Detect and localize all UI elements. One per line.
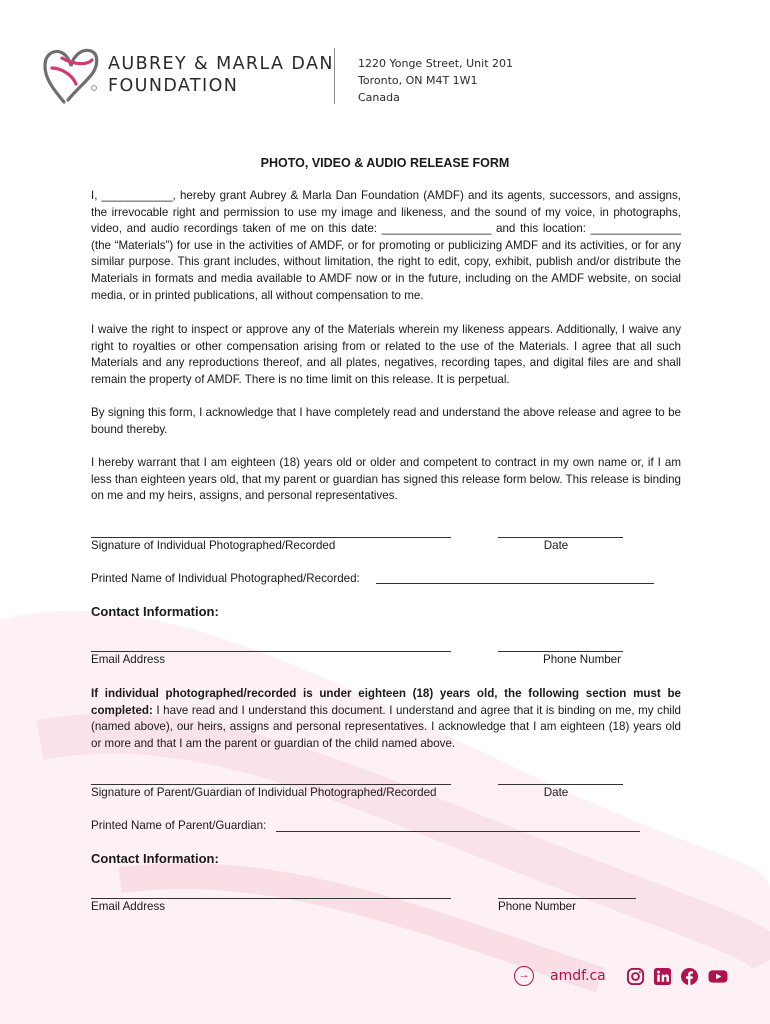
website-link[interactable]: amdf.ca bbox=[550, 968, 606, 984]
signature-parent-label: Signature of Parent/Guardian of Individual Photographed/Recorded bbox=[91, 786, 437, 799]
organization-address bbox=[358, 55, 513, 106]
instagram-icon[interactable] bbox=[626, 967, 645, 986]
warranty-paragraph: I hereby warrant that I am eighteen (18) years old or older and competent to contract in my own name or, if I am less than eighteen years old, that my parent or guardian has signed this release form below. This release is binding on me and my heirs, assigns, and personal representatives. bbox=[91, 456, 681, 503]
youtube-icon[interactable] bbox=[707, 967, 729, 986]
email-line-1[interactable] bbox=[91, 651, 451, 652]
phone-line-1[interactable] bbox=[498, 651, 623, 652]
linkedin-icon[interactable] bbox=[653, 967, 672, 986]
form-title: PHOTO, VIDEO & AUDIO RELEASE FORM bbox=[260, 156, 510, 170]
address-line2: Toronto, ON M4T 1W1 bbox=[358, 74, 478, 87]
signature-individual-label: Signature of Individual Photographed/Recorded bbox=[91, 539, 336, 552]
email-label-2: Email Address bbox=[91, 900, 166, 913]
contact-info-heading-1: Contact Information: bbox=[91, 604, 219, 619]
phone-label-1: Phone Number bbox=[543, 653, 621, 666]
printed-name-parent-line[interactable] bbox=[276, 831, 640, 832]
date-individual-line[interactable] bbox=[498, 537, 623, 538]
printed-name-individual-label: Printed Name of Individual Photographed/Recorded: bbox=[91, 572, 360, 585]
org-name-line1: AUBREY & MARLA DAN bbox=[108, 54, 334, 74]
minor-section-paragraph bbox=[91, 686, 681, 752]
signature-individual-line[interactable] bbox=[91, 537, 451, 538]
email-label-1: Email Address bbox=[91, 653, 166, 666]
arrow-circle-icon[interactable]: → bbox=[514, 966, 534, 986]
date-parent-label: Date bbox=[543, 786, 569, 799]
facebook-icon[interactable] bbox=[680, 967, 699, 986]
contact-info-heading-2: Contact Information: bbox=[91, 851, 219, 866]
address-line1: 1220 Yonge Street, Unit 201 bbox=[358, 57, 513, 70]
signature-parent-line[interactable] bbox=[91, 784, 451, 785]
header-divider bbox=[334, 48, 335, 104]
minor-section-instruction: If individual photographed/recorded is under eighteen (18) years old, the following section must be completed: bbox=[91, 687, 681, 717]
acknowledgement-paragraph: By signing this form, I acknowledge that I have completely read and understand the above release and agree to be bound thereby. bbox=[91, 406, 681, 436]
printed-name-parent-label: Printed Name of Parent/Guardian: bbox=[91, 819, 267, 832]
date-individual-label: Date bbox=[543, 539, 569, 552]
date-parent-line[interactable] bbox=[498, 784, 623, 785]
email-line-2[interactable] bbox=[91, 898, 451, 899]
grant-paragraph: I, ___________, hereby grant Aubrey & Marla Dan Foundation (AMDF) and its agents, successors, and assigns, the irrevocable right and permission to use my image and likeness, and the sound of my voice, in photographs, video, and audio recordings taken of me on this date: _________________ and this location: ______________ (the “Materials”) for use in the activities of AMDF, or for promoting or publicizing AMDF and its activities, or for any similar purpose. This grant includes, without limitation, the right to edit, copy, exhibit, publish and/or distribute the Materials in formats and media available to AMDF now or in the future, including on the AMDF website, on social media, or in printed publications, all without compensation to me. bbox=[91, 189, 681, 302]
minor-section-text: I have read and I understand this document. I understand and agree that it is binding on me, my child (named above), our heirs, assigns and personal representatives. I acknowledge that I am eighteen (18) years old or more and that I am the parent or guardian of the child named above. bbox=[91, 703, 681, 750]
printed-name-individual-line[interactable] bbox=[376, 583, 654, 584]
waiver-paragraph: I waive the right to inspect or approve any of the Materials wherein my likeness appears. Additionally, I waive any right to royalties or other compensation arising from or related to the use of the Materials. I agree that all such Materials and any reproductions thereof, and all plates, negatives, recording tapes, and digital files are and shall remain the property of AMDF. There is no time limit on this release. It is perpetual. bbox=[91, 323, 681, 386]
address-line3: Canada bbox=[358, 91, 400, 104]
phone-line-2[interactable] bbox=[498, 898, 636, 899]
phone-label-2: Phone Number bbox=[498, 900, 576, 913]
org-name-line2: FOUNDATION bbox=[108, 76, 239, 96]
foundation-heart-logo bbox=[42, 44, 100, 106]
organization-name bbox=[108, 53, 334, 97]
footer bbox=[514, 964, 734, 990]
